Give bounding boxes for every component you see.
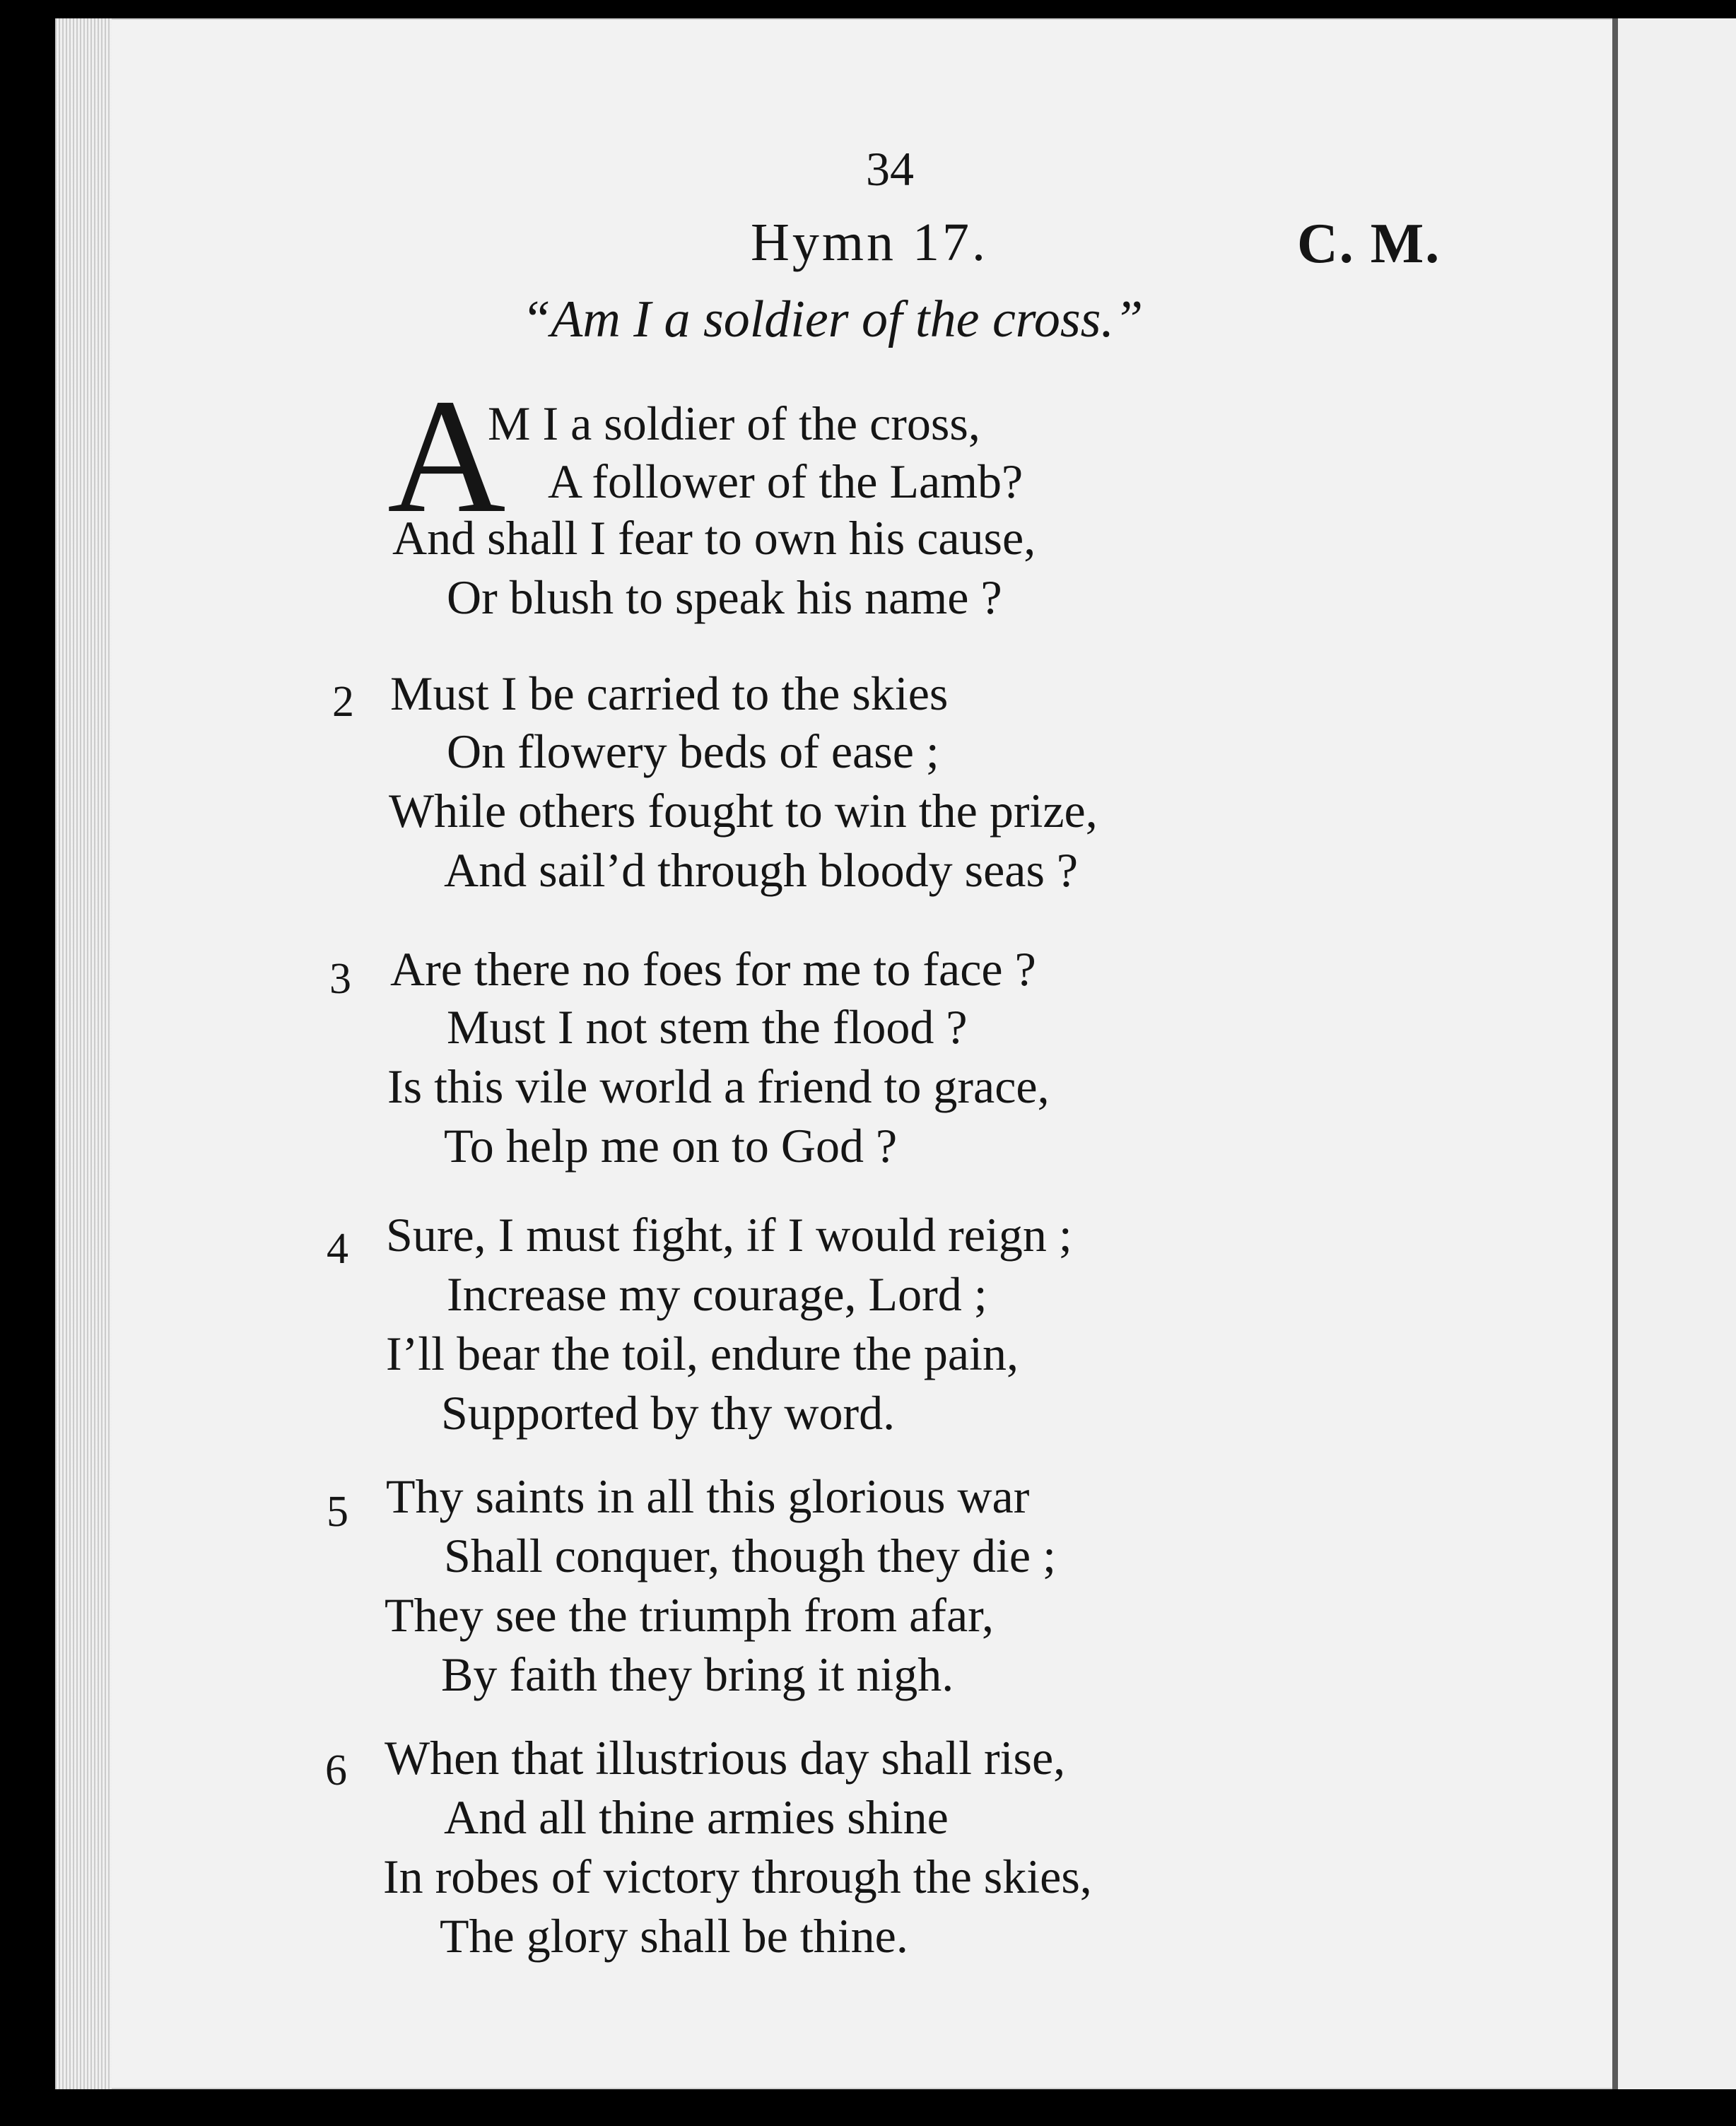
verse-1-line-1: M I a soldier of the cross, [488,397,980,450]
verse-2-line-1: Must I be carried to the skies [390,666,949,720]
verse-2-line-2: On flowery beds of ease ; [447,724,939,778]
verse-4-line-1: Sure, I must fight, if I would reign ; [386,1208,1072,1262]
verse-1-line-3: And shall I fear to own his cause, [392,511,1036,565]
verse-number-4: 4 [327,1225,348,1273]
verse-3-line-3: Is this vile world a friend to grace, [387,1059,1050,1113]
hymn-subtitle: “Am I a soldier of the cross.” [522,290,1144,348]
verse-5-line-3: They see the triumph from afar, [385,1588,995,1642]
page-edge-shadow [55,18,112,2089]
page-number: 34 [866,142,914,196]
verse-5-line-1: Thy saints in all this glorious war [386,1469,1030,1523]
drop-cap: A [387,365,506,547]
facing-page [1618,18,1736,2089]
verse-3-line-4: To help me on to God ? [444,1119,898,1173]
verse-5-line-2: Shall conquer, though they die ; [444,1529,1057,1582]
verse-number-6: 6 [325,1746,347,1795]
verse-4-line-3: I’ll bear the toil, endure the pain, [386,1327,1019,1380]
verse-1-line-4: Or blush to speak his name ? [447,570,1002,624]
verse-5-line-4: By faith they bring it nigh. [441,1648,954,1701]
verse-1-line-2: A follower of the Lamb? [548,454,1024,508]
verse-2-line-4: And sail’d through bloody seas ? [444,843,1079,897]
verse-6-line-2: And all thine armies shine [444,1790,949,1844]
verse-number-2: 2 [332,678,354,726]
verse-4-line-4: Supported by thy word. [441,1386,896,1440]
verse-2-line-3: While others fought to win the prize, [389,784,1098,838]
hymn-meter: C. M. [1297,213,1441,275]
verse-3-line-2: Must I not stem the flood ? [447,1000,968,1054]
hymn-title: Hymn 17. [751,213,988,272]
verse-6-line-3: In robes of victory through the skies, [383,1850,1092,1903]
verse-number-5: 5 [327,1488,348,1536]
verse-4-line-2: Increase my courage, Lord ; [447,1267,987,1321]
page-fold [1612,18,1618,2089]
verse-6-line-1: When that illustrious day shall rise, [385,1731,1066,1785]
verse-number-3: 3 [329,955,351,1003]
verse-3-line-1: Are there no foes for me to face ? [390,942,1036,996]
verse-6-line-4: The glory shall be thine. [440,1909,908,1963]
